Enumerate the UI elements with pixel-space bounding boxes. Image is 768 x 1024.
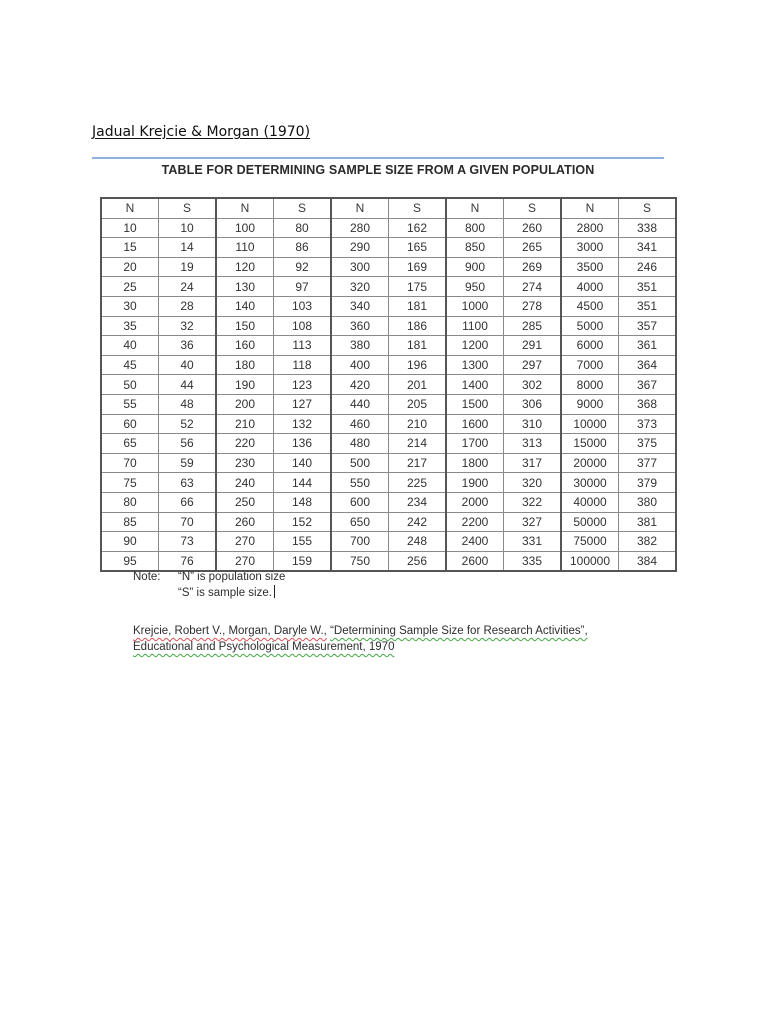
- sample-cell: 40: [159, 355, 217, 375]
- table-row: [101, 453, 676, 473]
- citation-line-2: [133, 639, 588, 655]
- sample-cell: 246: [619, 257, 677, 277]
- population-cell: 85: [101, 512, 159, 532]
- header-cell-s: S: [389, 198, 447, 218]
- sample-cell: 320: [504, 473, 562, 493]
- table-row: [101, 257, 676, 277]
- population-cell: 500: [331, 453, 389, 473]
- population-cell: 1200: [446, 336, 504, 356]
- table-row: [101, 532, 676, 552]
- image-top-rule: [92, 157, 664, 159]
- sample-cell: 92: [274, 257, 332, 277]
- note-label: Note:: [133, 571, 161, 583]
- population-cell: 75: [101, 473, 159, 493]
- population-cell: 15000: [561, 434, 619, 454]
- sample-cell: 155: [274, 532, 332, 552]
- sample-cell: 291: [504, 336, 562, 356]
- population-cell: 320: [331, 277, 389, 297]
- population-cell: 1400: [446, 375, 504, 395]
- population-cell: 280: [331, 218, 389, 238]
- population-cell: 400: [331, 355, 389, 375]
- population-cell: 290: [331, 238, 389, 258]
- table-row: [101, 375, 676, 395]
- table-row: [101, 434, 676, 454]
- sample-cell: 248: [389, 532, 447, 552]
- sample-cell: 127: [274, 394, 332, 414]
- population-cell: 1700: [446, 434, 504, 454]
- population-cell: 700: [331, 532, 389, 552]
- sample-cell: 73: [159, 532, 217, 552]
- sample-cell: 10: [159, 218, 217, 238]
- population-cell: 950: [446, 277, 504, 297]
- sample-cell: 214: [389, 434, 447, 454]
- population-cell: 250: [216, 492, 274, 512]
- header-cell-n: N: [101, 198, 159, 218]
- population-cell: 95: [101, 551, 159, 571]
- sample-cell: 59: [159, 453, 217, 473]
- population-cell: 600: [331, 492, 389, 512]
- population-cell: 750: [331, 551, 389, 571]
- table-header-row: [101, 198, 676, 218]
- header-cell-n: N: [331, 198, 389, 218]
- population-cell: 80: [101, 492, 159, 512]
- sample-cell: 196: [389, 355, 447, 375]
- sample-cell: 306: [504, 394, 562, 414]
- population-cell: 160: [216, 336, 274, 356]
- sample-cell: 103: [274, 296, 332, 316]
- sample-cell: 80: [274, 218, 332, 238]
- population-cell: 230: [216, 453, 274, 473]
- citation-title: “Determining Sample Size for Research Activities”,: [330, 625, 588, 637]
- table-row: [101, 277, 676, 297]
- sample-cell: 361: [619, 336, 677, 356]
- header-cell-n: N: [216, 198, 274, 218]
- population-cell: 380: [331, 336, 389, 356]
- population-cell: 130: [216, 277, 274, 297]
- embedded-table-image: [92, 155, 664, 665]
- population-cell: 100000: [561, 551, 619, 571]
- sample-cell: 285: [504, 316, 562, 336]
- sample-cell: 375: [619, 434, 677, 454]
- population-cell: 4000: [561, 277, 619, 297]
- sample-cell: 335: [504, 551, 562, 571]
- sample-cell: 351: [619, 296, 677, 316]
- sample-cell: 97: [274, 277, 332, 297]
- citation-journal: Educational and Psychological Measurement, 1970: [133, 641, 395, 653]
- header-cell-s: S: [619, 198, 677, 218]
- population-cell: 850: [446, 238, 504, 258]
- population-cell: 440: [331, 394, 389, 414]
- population-cell: 90: [101, 532, 159, 552]
- table-row: [101, 473, 676, 493]
- sample-cell: 217: [389, 453, 447, 473]
- sample-cell: 86: [274, 238, 332, 258]
- sample-cell: 132: [274, 414, 332, 434]
- sample-cell: 70: [159, 512, 217, 532]
- sample-cell: 136: [274, 434, 332, 454]
- sample-cell: 52: [159, 414, 217, 434]
- note-line-2: [133, 585, 285, 601]
- table-row: [101, 316, 676, 336]
- sample-cell: 310: [504, 414, 562, 434]
- population-cell: 30: [101, 296, 159, 316]
- sample-cell: 66: [159, 492, 217, 512]
- sample-cell: 379: [619, 473, 677, 493]
- citation-block: [133, 623, 588, 655]
- sample-cell: 144: [274, 473, 332, 493]
- population-cell: 60: [101, 414, 159, 434]
- population-cell: 110: [216, 238, 274, 258]
- header-cell-s: S: [274, 198, 332, 218]
- sample-size-table: [100, 197, 677, 572]
- sample-cell: 36: [159, 336, 217, 356]
- sample-cell: 351: [619, 277, 677, 297]
- population-cell: 260: [216, 512, 274, 532]
- sample-cell: 28: [159, 296, 217, 316]
- sample-cell: 14: [159, 238, 217, 258]
- sample-cell: 169: [389, 257, 447, 277]
- population-cell: 45: [101, 355, 159, 375]
- sample-cell: 148: [274, 492, 332, 512]
- sample-cell: 377: [619, 453, 677, 473]
- sample-size-table-wrapper: [100, 197, 677, 572]
- text-cursor: [274, 585, 276, 598]
- header-cell-s: S: [504, 198, 562, 218]
- population-cell: 6000: [561, 336, 619, 356]
- population-cell: 7000: [561, 355, 619, 375]
- sample-cell: 265: [504, 238, 562, 258]
- header-cell-n: N: [561, 198, 619, 218]
- population-cell: 3000: [561, 238, 619, 258]
- sample-cell: 140: [274, 453, 332, 473]
- sample-cell: 234: [389, 492, 447, 512]
- population-cell: 9000: [561, 394, 619, 414]
- sample-cell: 364: [619, 355, 677, 375]
- population-cell: 30000: [561, 473, 619, 493]
- sample-cell: 205: [389, 394, 447, 414]
- population-cell: 1000: [446, 296, 504, 316]
- population-cell: 200: [216, 394, 274, 414]
- sample-cell: 381: [619, 512, 677, 532]
- population-cell: 240: [216, 473, 274, 493]
- population-cell: 420: [331, 375, 389, 395]
- population-cell: 40: [101, 336, 159, 356]
- sample-cell: 373: [619, 414, 677, 434]
- table-title: TABLE FOR DETERMINING SAMPLE SIZE FROM A GIVEN POPULATION: [161, 163, 595, 177]
- population-cell: 270: [216, 551, 274, 571]
- sample-cell: 32: [159, 316, 217, 336]
- population-cell: 900: [446, 257, 504, 277]
- table-row: [101, 414, 676, 434]
- population-cell: 460: [331, 414, 389, 434]
- sample-cell: 368: [619, 394, 677, 414]
- sample-cell: 113: [274, 336, 332, 356]
- population-cell: 480: [331, 434, 389, 454]
- population-cell: 140: [216, 296, 274, 316]
- population-cell: 270: [216, 532, 274, 552]
- sample-cell: 123: [274, 375, 332, 395]
- population-cell: 550: [331, 473, 389, 493]
- population-cell: 180: [216, 355, 274, 375]
- sample-cell: 256: [389, 551, 447, 571]
- population-cell: 50: [101, 375, 159, 395]
- table-row: [101, 336, 676, 356]
- sample-cell: 341: [619, 238, 677, 258]
- population-cell: 190: [216, 375, 274, 395]
- population-cell: 20000: [561, 453, 619, 473]
- population-cell: 1600: [446, 414, 504, 434]
- sample-cell: 313: [504, 434, 562, 454]
- sample-cell: 225: [389, 473, 447, 493]
- sample-cell: 384: [619, 551, 677, 571]
- population-cell: 2400: [446, 532, 504, 552]
- sample-cell: 260: [504, 218, 562, 238]
- sample-cell: 181: [389, 296, 447, 316]
- population-cell: 150: [216, 316, 274, 336]
- population-cell: 1300: [446, 355, 504, 375]
- table-row: [101, 512, 676, 532]
- sample-cell: 274: [504, 277, 562, 297]
- population-cell: 40000: [561, 492, 619, 512]
- sample-cell: 56: [159, 434, 217, 454]
- population-cell: 340: [331, 296, 389, 316]
- population-cell: 3500: [561, 257, 619, 277]
- sample-cell: 162: [389, 218, 447, 238]
- population-cell: 65: [101, 434, 159, 454]
- header-cell-s: S: [159, 198, 217, 218]
- sample-cell: 302: [504, 375, 562, 395]
- table-row: [101, 238, 676, 258]
- sample-cell: 181: [389, 336, 447, 356]
- table-row: [101, 394, 676, 414]
- population-cell: 2800: [561, 218, 619, 238]
- sample-cell: 380: [619, 492, 677, 512]
- population-cell: 75000: [561, 532, 619, 552]
- population-cell: 10: [101, 218, 159, 238]
- sample-cell: 118: [274, 355, 332, 375]
- population-cell: 4500: [561, 296, 619, 316]
- population-cell: 650: [331, 512, 389, 532]
- population-cell: 1900: [446, 473, 504, 493]
- sample-cell: 210: [389, 414, 447, 434]
- population-cell: 220: [216, 434, 274, 454]
- table-row: [101, 492, 676, 512]
- population-cell: 35: [101, 316, 159, 336]
- population-cell: 50000: [561, 512, 619, 532]
- population-cell: 25: [101, 277, 159, 297]
- sample-cell: 152: [274, 512, 332, 532]
- population-cell: 300: [331, 257, 389, 277]
- population-cell: 10000: [561, 414, 619, 434]
- population-cell: 70: [101, 453, 159, 473]
- population-cell: 100: [216, 218, 274, 238]
- population-cell: 360: [331, 316, 389, 336]
- sample-cell: 269: [504, 257, 562, 277]
- population-cell: 210: [216, 414, 274, 434]
- sample-cell: 297: [504, 355, 562, 375]
- table-row: [101, 218, 676, 238]
- sample-cell: 338: [619, 218, 677, 238]
- population-cell: 8000: [561, 375, 619, 395]
- table-row: [101, 551, 676, 571]
- population-cell: 2200: [446, 512, 504, 532]
- note-line-1: [133, 570, 285, 585]
- sample-cell: 175: [389, 277, 447, 297]
- sample-cell: 165: [389, 238, 447, 258]
- sample-cell: 331: [504, 532, 562, 552]
- population-cell: 2600: [446, 551, 504, 571]
- header-cell-n: N: [446, 198, 504, 218]
- sample-cell: 382: [619, 532, 677, 552]
- population-cell: 1500: [446, 394, 504, 414]
- sample-cell: 322: [504, 492, 562, 512]
- table-row: [101, 296, 676, 316]
- sample-cell: 367: [619, 375, 677, 395]
- sample-cell: 63: [159, 473, 217, 493]
- population-cell: 1800: [446, 453, 504, 473]
- sample-cell: 317: [504, 453, 562, 473]
- sample-cell: 242: [389, 512, 447, 532]
- sample-cell: 24: [159, 277, 217, 297]
- population-cell: 2000: [446, 492, 504, 512]
- sample-cell: 201: [389, 375, 447, 395]
- population-cell: 1100: [446, 316, 504, 336]
- table-row: [101, 355, 676, 375]
- note-sample-text: “S” is sample size.: [178, 587, 272, 599]
- sample-cell: 108: [274, 316, 332, 336]
- population-cell: 5000: [561, 316, 619, 336]
- note-population-text: “N” is population size: [178, 571, 286, 583]
- sample-cell: 278: [504, 296, 562, 316]
- population-cell: 20: [101, 257, 159, 277]
- population-cell: 55: [101, 394, 159, 414]
- population-cell: 120: [216, 257, 274, 277]
- sample-cell: 186: [389, 316, 447, 336]
- sample-cell: 159: [274, 551, 332, 571]
- citation-line-1: [133, 623, 588, 639]
- sample-cell: 44: [159, 375, 217, 395]
- population-cell: 800: [446, 218, 504, 238]
- note-block: [133, 570, 285, 601]
- sample-cell: 327: [504, 512, 562, 532]
- sample-cell: 19: [159, 257, 217, 277]
- population-cell: 15: [101, 238, 159, 258]
- citation-authors: Krejcie, Robert V., Morgan, Daryle W.,: [133, 625, 327, 637]
- document-heading: Jadual Krejcie & Morgan (1970): [92, 124, 311, 140]
- sample-cell: 76: [159, 551, 217, 571]
- sample-cell: 357: [619, 316, 677, 336]
- sample-cell: 48: [159, 394, 217, 414]
